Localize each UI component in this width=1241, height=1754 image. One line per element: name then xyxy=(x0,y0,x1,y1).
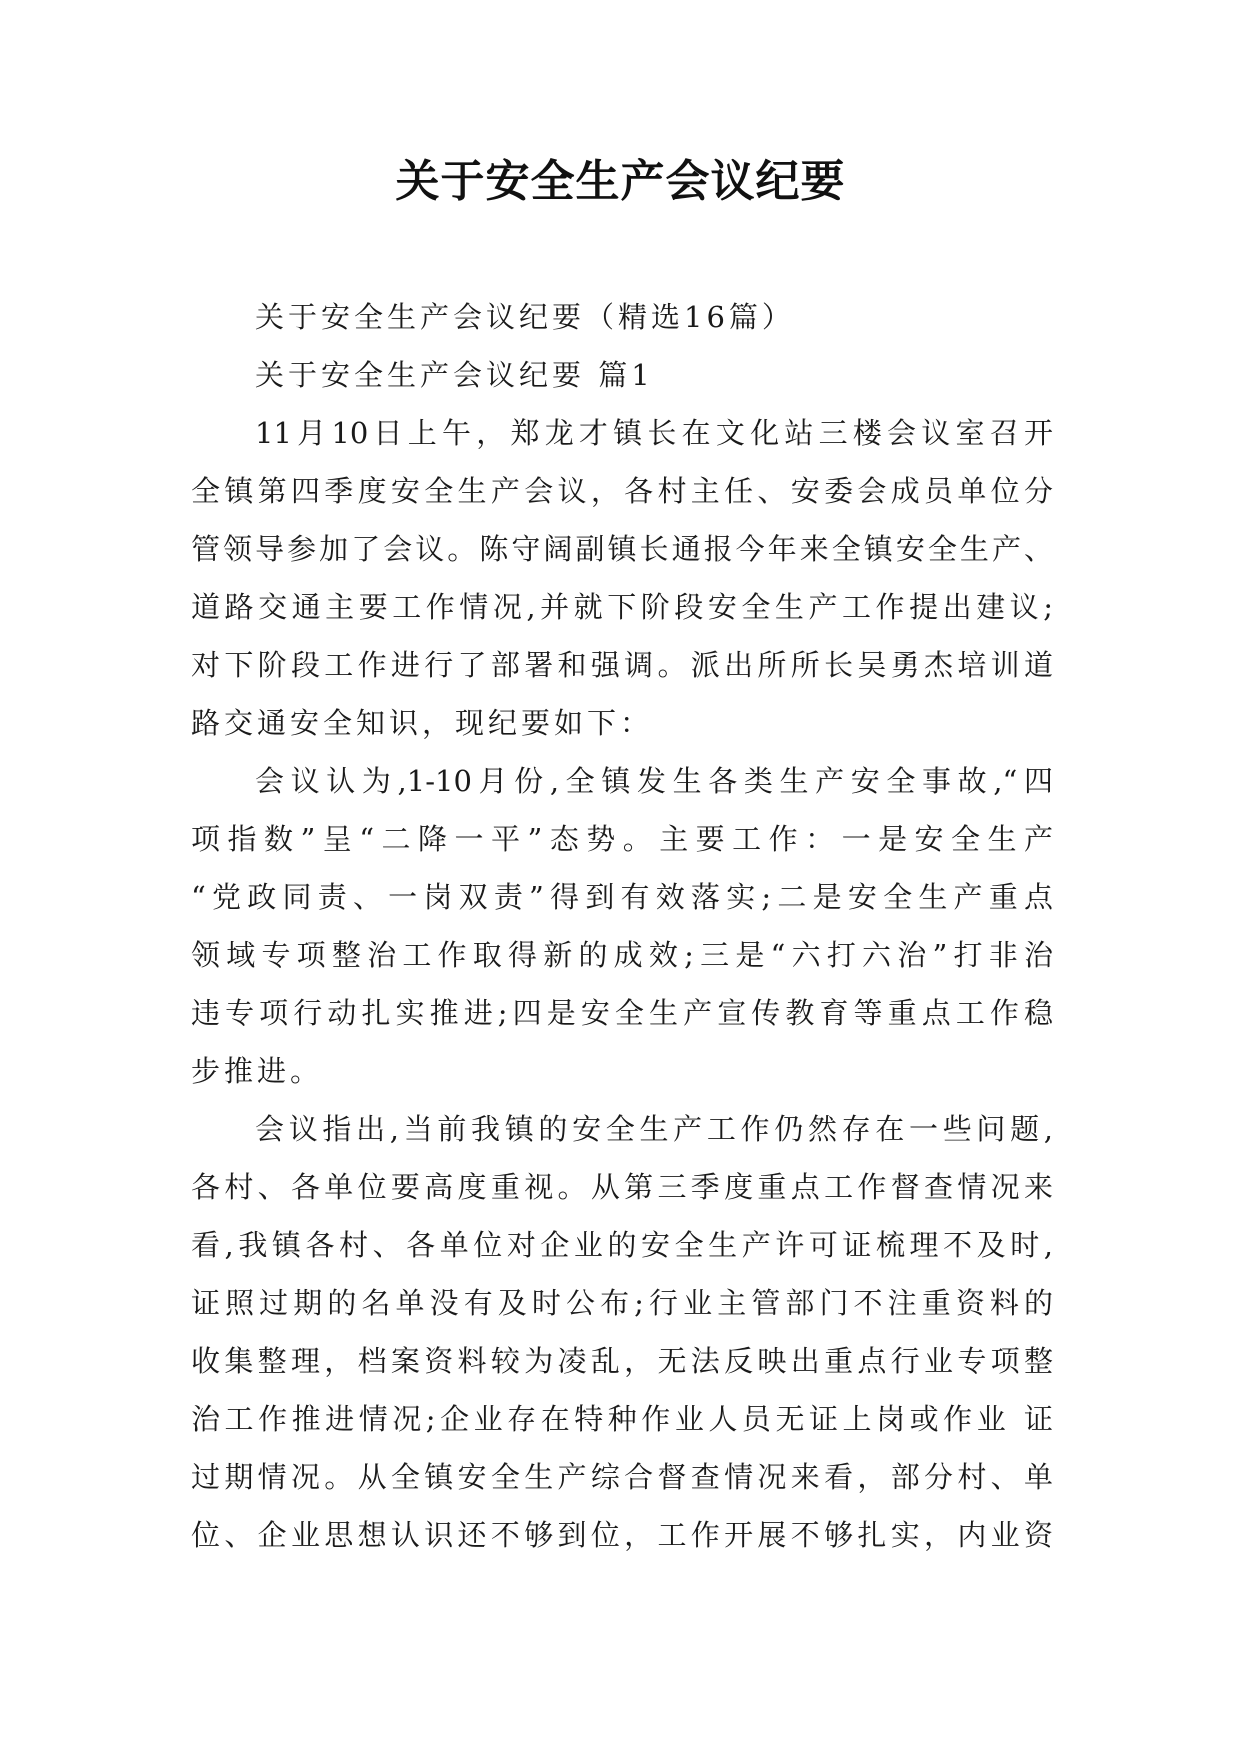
paragraph-line: 违专项行动扎实推进;四是安全生产宣传教育等重点工作稳 xyxy=(191,996,1053,1030)
paragraph-line: 对下阶段工作进行了部署和强调。派出所所长吴勇杰培训道 xyxy=(191,648,1053,682)
paragraph-line: 证照过期的名单没有及时公布;行业主管部门不注重资料的 xyxy=(191,1286,1053,1320)
paragraph-line: 管领导参加了会议。陈守阔副镇长通报今年来全镇安全生产、 xyxy=(191,532,1053,566)
paragraph-line: 项指数”呈“二降一平”态势。主要工作：一是安全生产 xyxy=(191,822,1053,856)
paragraph-line: 过期情况。从全镇安全生产综合督查情况来看，部分村、单 xyxy=(191,1460,1053,1494)
document-body xyxy=(191,288,1053,1564)
paragraph-line: 会议指出,当前我镇的安全生产工作仍然存在一些问题, xyxy=(255,1112,1053,1146)
paragraph-line: 道路交通主要工作情况,并就下阶段安全生产工作提出建议; xyxy=(191,590,1053,624)
subtitle-line: 关于安全生产会议纪要（精选16篇） xyxy=(255,300,795,334)
section-heading: 关于安全生产会议纪要 篇1 xyxy=(255,358,654,392)
paragraph-line: 收集整理，档案资料较为凌乱，无法反映出重点行业专项整 xyxy=(191,1344,1053,1378)
paragraph-line: 会议认为,1-10月份,全镇发生各类生产安全事故,“四 xyxy=(255,764,1053,798)
paragraph-line: 步推进。 xyxy=(191,1054,324,1088)
paragraph-line: 各村、各单位要高度重视。从第三季度重点工作督查情况来 xyxy=(191,1170,1053,1204)
paragraph-line: 领域专项整治工作取得新的成效;三是“六打六治”打非治 xyxy=(191,938,1053,972)
paragraph-line: 位、企业思想认识还不够到位，工作开展不够扎实，内业资 xyxy=(191,1518,1053,1552)
paragraph-line: 全镇第四季度安全生产会议，各村主任、安委会成员单位分 xyxy=(191,474,1053,508)
paragraph-line: 看,我镇各村、各单位对企业的安全生产许可证梳理不及时, xyxy=(191,1228,1053,1262)
paragraph-line: “党政同责、一岗双责”得到有效落实;二是安全生产重点 xyxy=(191,880,1053,914)
paragraph-line: 11月10日上午，郑龙才镇长在文化站三楼会议室召开 xyxy=(255,416,1053,450)
document-title: 关于安全生产会议纪要 xyxy=(395,156,846,207)
paragraph-line: 路交通安全知识，现纪要如下： xyxy=(191,706,654,740)
paragraph-line: 治工作推进情况;企业存在特种作业人员无证上岗或作业 证 xyxy=(191,1402,1053,1436)
